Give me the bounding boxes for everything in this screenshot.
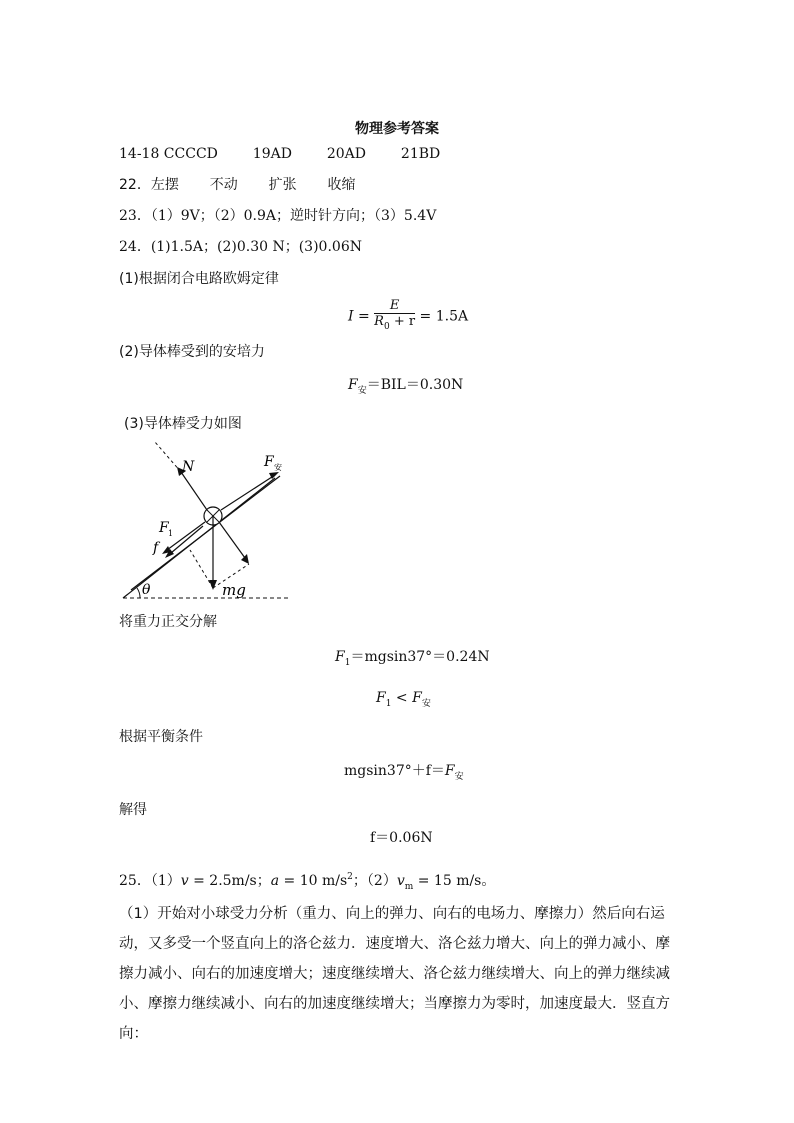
label-f: f (153, 540, 159, 556)
eq1-den-r: R (374, 314, 384, 329)
answer-20: 20AD (326, 146, 367, 162)
incline-rail-upper (131, 476, 280, 590)
eq4-f2: F (412, 690, 422, 706)
answer-19: 19AD (252, 146, 292, 162)
eq1-num: E (374, 298, 415, 314)
label-f1-sub: 1 (168, 529, 174, 538)
friction-arrow (171, 526, 203, 553)
component-arrowhead (241, 554, 249, 564)
answer-22-d: 收缩 (327, 177, 356, 193)
step-5-text: 根据平衡条件 (119, 729, 203, 745)
ans25-prefix: 25．（1） (119, 873, 181, 889)
ans25-v-val: = 2.5m/s； (188, 873, 271, 889)
equation-f1 (335, 648, 490, 672)
eq1-lhs: I (348, 308, 354, 325)
equation-friction: f＝0.06N (370, 830, 433, 846)
eq4-lt: < (391, 690, 413, 706)
decomp-dash-b (190, 550, 213, 588)
eq2-rest: ＝BIL＝0.30N (366, 377, 464, 393)
ans25-a-val: = 10 m/s (279, 873, 348, 889)
answer-21: 21BD (400, 146, 441, 162)
step-4-text: 将重力正交分解 (119, 614, 217, 630)
step-1-text: (1)根据闭合电路欧姆定律 (119, 271, 279, 287)
ans25-v: v (180, 873, 189, 889)
answer-line-14-21 (119, 145, 440, 163)
answer-22-c: 扩张 (268, 177, 297, 193)
eq1-den-b: + r (389, 314, 416, 329)
eq2-f: F (348, 377, 358, 393)
label-f1: F (159, 520, 169, 536)
step-2-text: (2)导体棒受到的安培力 (119, 344, 265, 360)
equation-ampere (348, 376, 463, 400)
ampere-force-arrow (221, 475, 275, 510)
label-fan: F (264, 454, 274, 470)
answer-14-18: 14-18 CCCCD (119, 146, 218, 162)
solution-paragraph: （1）开始对小球受力分析（重力、向上的弹力、向右的电场力、摩擦力）然后向右运动，又多受一个竖直向上的洛仑兹力．速度增大、洛仑兹力增大、向上的弹力减小、摩擦力减小、向右的加速度增大；速度继续增大、洛仑兹力继续增大、向上的弹力继续减小、摩擦力继续减小、向右的加速度继续增大；当摩擦力为零时，加速度最大．竖直方向： (119, 906, 670, 1042)
component-arrow (219, 522, 245, 558)
label-theta: θ (142, 582, 151, 598)
eq4-sub2: 安 (421, 699, 431, 709)
normal-extension (155, 442, 181, 472)
eq1-rhs: = 1.5A (415, 308, 469, 325)
eq3-f: F (335, 649, 345, 665)
page-title: 物理参考答案 (355, 121, 439, 137)
eq3-sub: 1 (344, 658, 351, 668)
eq4-f1: F (376, 690, 386, 706)
eq1-fraction (374, 298, 415, 335)
ans25-vm-val: = 15 m/s。 (413, 873, 496, 889)
step-3-text: (3)导体棒受力如图 (124, 416, 242, 432)
ans25-a: a (270, 873, 280, 889)
equation-ohm (348, 298, 468, 335)
step-6-text: 解得 (119, 802, 147, 818)
eq1-eq: = (353, 308, 375, 325)
equation-balance (344, 762, 464, 786)
eq5-sub: 安 (454, 772, 464, 782)
eq4-sub1: 1 (385, 699, 392, 709)
eq5-lhs: mgsin37°＋f＝ (344, 763, 445, 779)
ans25-part2: ；（2） (352, 873, 397, 889)
gravity-arrowhead (209, 580, 217, 590)
label-fan-sub: 安 (274, 463, 282, 472)
label-mg: mg (222, 581, 246, 599)
eq1-den-sub: 0 (383, 322, 390, 332)
ans25-sq: 2 (347, 872, 353, 882)
answer-line-24: 24．(1)1.5A；(2)0.30 N；(3)0.06N (119, 239, 362, 255)
angle-arc (137, 588, 140, 598)
eq3-rest: ＝mgsin37°＝0.24N (350, 649, 490, 665)
answer-line-23: 23．（1）9V；（2）0.9A；逆时针方向；（3）5.4V (119, 208, 437, 224)
normal-force-arrow (181, 472, 207, 510)
ans25-vm: v (396, 873, 405, 889)
eq5-f: F (444, 763, 455, 779)
label-n: N (182, 459, 195, 475)
answer-22-b: 不动 (209, 177, 238, 193)
answer-line-22 (119, 176, 356, 194)
eq2-sub: 安 (357, 386, 367, 396)
ans25-vm-sub: m (404, 882, 414, 892)
inequality-f1-fan (376, 689, 431, 713)
force-diagram (115, 440, 305, 605)
answer-line-25 (119, 868, 495, 896)
answer-22-a: 22．左摆 (119, 177, 179, 193)
